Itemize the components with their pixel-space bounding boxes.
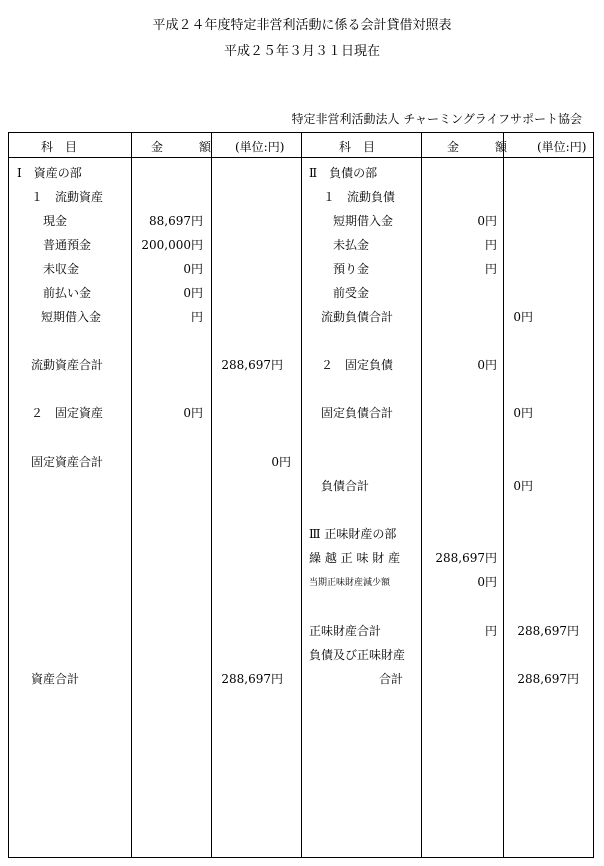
- column-divider: [301, 133, 302, 857]
- net-assets-decrease-label: 当期正味財産減少額: [309, 578, 391, 588]
- grand-total-value: 288,697円: [517, 672, 579, 686]
- total-liabilities-label: 負債合計: [321, 479, 370, 493]
- balance-sheet-table: [8, 132, 594, 858]
- fixed-assets-label: ２ 固定資産: [31, 406, 104, 420]
- column-divider: [131, 133, 132, 857]
- receivable-label: 未収金: [43, 262, 80, 276]
- carried-net-assets-label: 繰 越 正 味 財 産: [309, 551, 401, 565]
- fixed-liabilities-total-value: 0円: [513, 406, 533, 420]
- fixed-liabilities-label: ２ 固定負債: [321, 358, 394, 372]
- current-liabilities-total-value: 0円: [513, 310, 533, 324]
- header-amount-right: 金 額: [447, 140, 508, 154]
- document-date: 平成２５年３月３１日現在: [223, 44, 380, 59]
- prepaid-value: 0円: [183, 286, 203, 300]
- document-title: 平成２４年度特定非営利活動に係る会計貸借対照表: [152, 18, 452, 33]
- current-liabilities-total-label: 流動負債合計: [321, 310, 394, 324]
- current-assets-total-value: 288,697円: [221, 358, 283, 372]
- net-assets-decrease-value: 0円: [477, 575, 497, 589]
- cash-label: 現金: [43, 214, 68, 228]
- current-assets-total-label: 流動資産合計: [31, 358, 104, 372]
- total-assets-label: 資産合計: [31, 672, 80, 686]
- assets-section: Ⅰ 資産の部: [17, 166, 82, 180]
- header-item-left: 科 目: [41, 140, 78, 154]
- deposit-label: 普通預金: [43, 238, 92, 252]
- net-assets-section: Ⅲ 正味財産の部: [309, 527, 397, 541]
- current-assets-label: １ 流動資産: [31, 190, 104, 204]
- fixed-assets-total-label: 固定資産合計: [31, 455, 104, 469]
- asset-short-loan-value: 円: [190, 310, 203, 324]
- column-divider: [211, 133, 212, 857]
- header-item-right: 科 目: [339, 140, 376, 154]
- fixed-liabilities-total-label: 固定負債合計: [321, 406, 394, 420]
- carried-net-assets-value: 288,697円: [435, 551, 497, 565]
- column-divider: [503, 133, 504, 857]
- liab-short-loan-label: 短期借入金: [333, 214, 394, 228]
- advance-received-label: 前受金: [333, 286, 370, 300]
- fixed-assets-total-value: 0円: [271, 455, 291, 469]
- total-liabilities-value: 0円: [513, 479, 533, 493]
- deposits-received-value: 円: [484, 262, 497, 276]
- fixed-liabilities-value: 0円: [477, 358, 497, 372]
- net-assets-total-value: 288,697円: [517, 624, 579, 638]
- asset-short-loan-label: 短期借入金: [41, 310, 102, 324]
- liabilities-section: Ⅱ 負債の部: [309, 166, 378, 180]
- unpaid-label: 未払金: [333, 238, 370, 252]
- organization-name: 特定非営利活動法人 チャーミングライフサポート協会: [291, 112, 582, 126]
- deposit-value: 200,000円: [141, 238, 203, 252]
- column-divider: [421, 133, 422, 857]
- grand-total-label-1: 負債及び正味財産: [309, 648, 406, 662]
- cash-value: 88,697円: [149, 214, 203, 228]
- receivable-value: 0円: [183, 262, 203, 276]
- total-assets-value: 288,697円: [221, 672, 283, 686]
- header-unit-left: (単位:円): [235, 140, 285, 154]
- header-unit-right: (単位:円): [537, 140, 587, 154]
- prepaid-label: 前払い金: [43, 286, 92, 300]
- header-amount-left: 金 額: [151, 140, 212, 154]
- unpaid-value: 円: [484, 238, 497, 252]
- grand-total-label-2: 合計: [379, 672, 404, 686]
- net-assets-total-value-mid: 円: [484, 624, 497, 638]
- current-liabilities-label: １ 流動負債: [323, 190, 396, 204]
- fixed-assets-value: 0円: [183, 406, 203, 420]
- deposits-received-label: 預り金: [333, 262, 370, 276]
- liab-short-loan-value: 0円: [477, 214, 497, 228]
- net-assets-total-label: 正味財産合計: [309, 624, 382, 638]
